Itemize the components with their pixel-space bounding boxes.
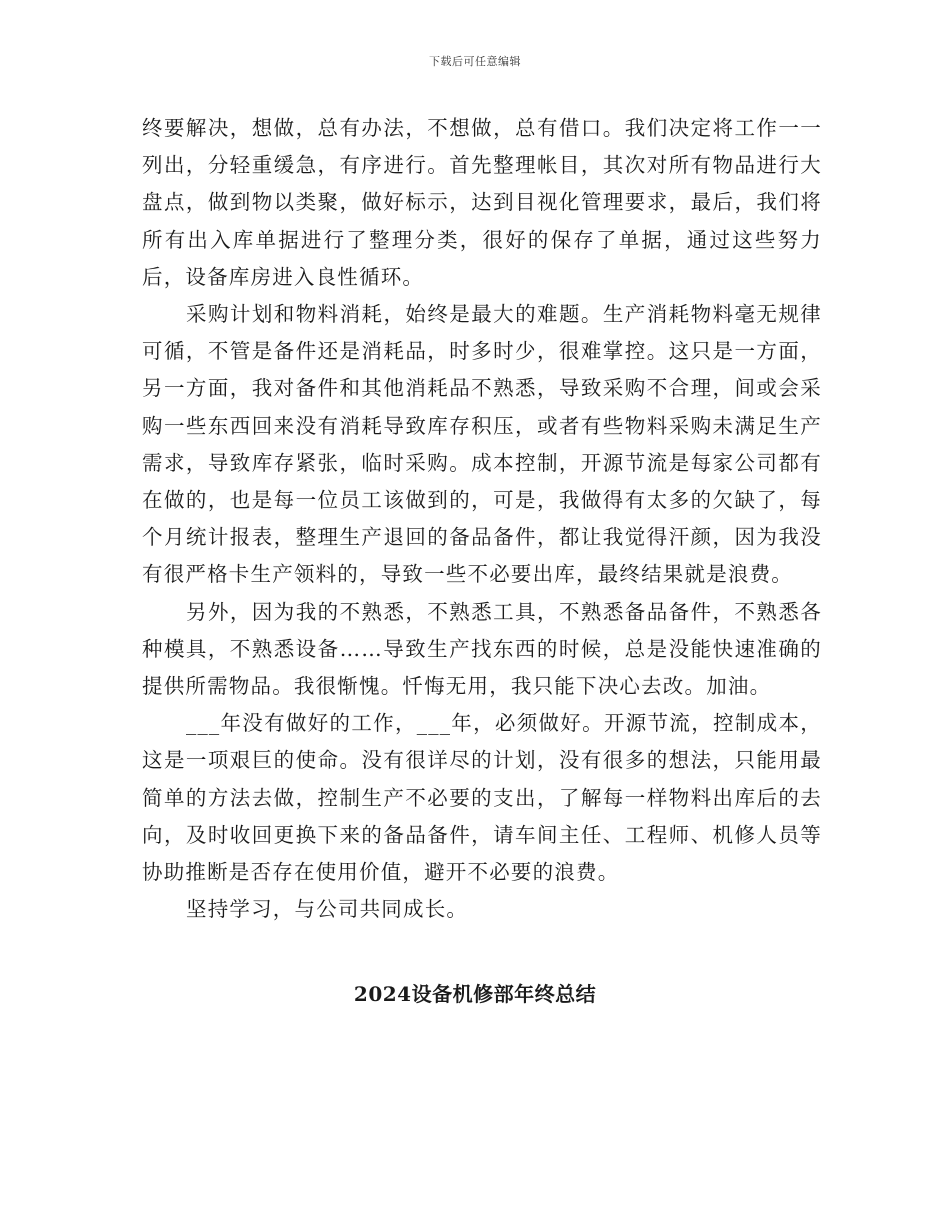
- paragraph: 另外，因为我的不熟悉，不熟悉工具，不熟悉备品备件，不熟悉各种模具，不熟悉设备……导致生产找东西的时候，总是没能快速准确的提供所需物品。我很惭愧。忏悔无用，我只能下决心去改。加油。: [142, 599, 822, 699]
- section-title: 2024设备机修部年终总结: [353, 982, 597, 1006]
- paragraph: ___年没有做好的工作，___年，必须做好。开源节流，控制成本，这是一项艰巨的使命。没有很详尽的计划，没有很多的想法，只能用最简单的方法去做，控制生产不必要的支出，了解每一样物料出库后的去向，及时收回更换下来的备品备件，请车间主任、工程师、机修人员等协助推断是否存在使用价值，避开不必要的浪费。: [142, 711, 822, 885]
- paragraph: 终要解决，想做，总有办法，不想做，总有借口。我们决定将工作一一列出，分轻重缓急，有序进行。首先整理帐目，其次对所有物品进行大盘点，做到物以类聚，做好标示，达到目视化管理要求，最后，我们将所有出入库单据进行了整理分类，很好的保存了单据，通过这些努力后，设备库房进入良性循环。: [142, 116, 822, 289]
- page-header: 下载后可任意编辑: [429, 55, 521, 68]
- document-body: [142, 110, 822, 928]
- paragraph: 坚持学习，与公司共同成长。: [186, 897, 469, 922]
- paragraph: 采购计划和物料消耗，始终是最大的难题。生产消耗物料毫无规律可循，不管是备件还是消耗品，时多时少，很难掌控。这只是一方面，另一方面，我对备件和其他消耗品不熟悉，导致采购不合理，间或会采购一些东西回来没有消耗导致库存积压，或者有些物料采购未满足生产需求，导致库存紧张，临时采购。成本控制，开源节流是每家公司都有在做的，也是每一位员工该做到的，可是，我做得有太多的欠缺了，每个月统计报表，整理生产退回的备品备件，都让我觉得汗颜，因为我没有很严格卡生产领料的，导致一些不必要出库，最终结果就是浪费。: [142, 302, 822, 587]
